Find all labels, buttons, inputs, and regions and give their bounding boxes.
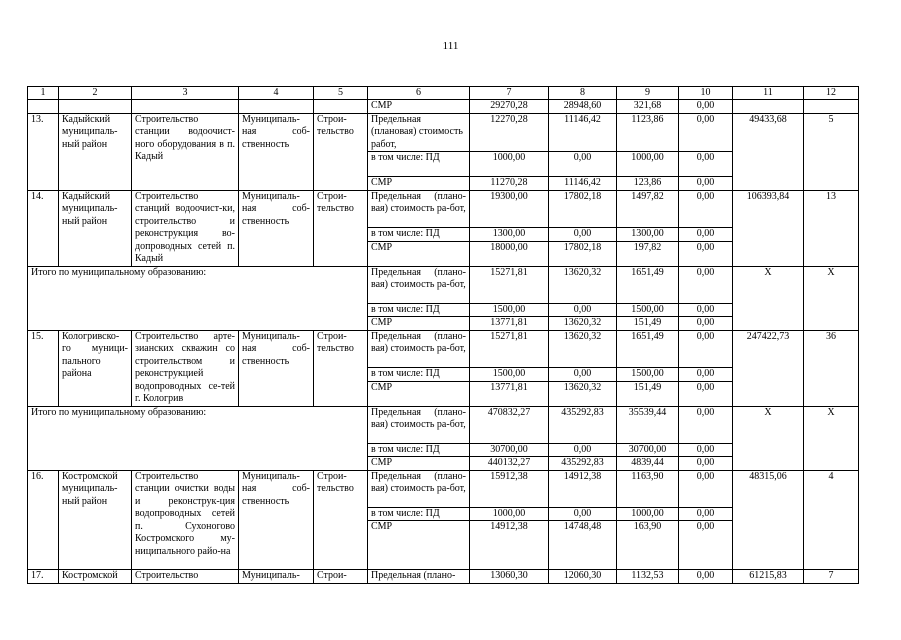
- value-cell: 435292,83: [549, 406, 617, 443]
- work-type: Строи-тельство: [314, 190, 368, 266]
- ownership-type: Муниципаль-ная соб-ственность: [239, 190, 314, 266]
- cost-label: Предельная (плано-вая) стоимость ра-бот,: [368, 266, 470, 303]
- value-cell: 29270,28: [470, 100, 549, 114]
- column-header: 8: [549, 87, 617, 100]
- value-cell: 1000,00: [470, 507, 549, 521]
- value-cell: 28948,60: [549, 100, 617, 114]
- entry-number: 14.: [28, 190, 59, 266]
- ownership-type: Муниципаль-ная соб-ственность: [239, 113, 314, 190]
- value-cell: 0,00: [679, 406, 733, 443]
- cost-label: в том числе: ПД: [368, 303, 470, 317]
- value-cell: 15271,81: [470, 266, 549, 303]
- project-description: Строительство станции очистки воды и реконструк-ция водопроводных сетей п. Сухоногово Костромского му-ниципального райо-на: [132, 470, 239, 570]
- value-cell: 0,00: [549, 367, 617, 381]
- column-header: 10: [679, 87, 733, 100]
- value-cell: 0,00: [549, 152, 617, 177]
- table-row: [28, 113, 859, 152]
- value-cell: 4839,44: [617, 457, 679, 471]
- column-header: 12: [804, 87, 859, 100]
- value-cell: 0,00: [549, 443, 617, 457]
- entry-number: 16.: [28, 470, 59, 570]
- column-12-value: 4: [804, 470, 859, 570]
- column-header: 7: [470, 87, 549, 100]
- value-cell: 1651,49: [617, 330, 679, 367]
- value-cell: 1500,00: [470, 367, 549, 381]
- value-cell: 15271,81: [470, 330, 549, 367]
- work-type: Строи-: [314, 570, 368, 584]
- value-cell: 0,00: [679, 443, 733, 457]
- work-type: Строи-тельство: [314, 330, 368, 406]
- value-cell: 0,00: [679, 470, 733, 507]
- value-cell: 0,00: [679, 521, 733, 570]
- value-cell: 15912,38: [470, 470, 549, 507]
- cost-label: в том числе: ПД: [368, 367, 470, 381]
- value-cell: 0,00: [679, 113, 733, 152]
- district-name: Кадыйский муниципаль-ный район: [59, 113, 132, 190]
- value-cell: 13620,32: [549, 330, 617, 367]
- value-cell: 123,86: [617, 177, 679, 191]
- total-cost: 49433,68: [733, 113, 804, 190]
- project-description: Строительство арте-зианских скважин со строительством и реконструкцией водопроводных се-тей г. Кологрив: [132, 330, 239, 406]
- value-cell: 1123,86: [617, 113, 679, 152]
- cost-label: Предельная (плано-вая) стоимость ра-бот,: [368, 470, 470, 507]
- value-cell: 1163,90: [617, 470, 679, 507]
- value-cell: 151,49: [617, 317, 679, 331]
- value-cell: 0,00: [679, 303, 733, 317]
- project-description: Строительство станций водоочист-ки, строительство и реконструкция во-допроводных сетей п. Кадый: [132, 190, 239, 266]
- value-cell: 14912,38: [549, 470, 617, 507]
- table-row: [28, 100, 859, 114]
- value-cell: 19300,00: [470, 190, 549, 227]
- value-cell: 11146,42: [549, 113, 617, 152]
- cost-label: СМР: [368, 177, 470, 191]
- column-header: 6: [368, 87, 470, 100]
- district-name: Кадыйский муниципаль-ный район: [59, 190, 132, 266]
- value-cell: 0,00: [679, 266, 733, 303]
- value-cell: 0,00: [679, 152, 733, 177]
- column-header: 4: [239, 87, 314, 100]
- value-cell: 0,00: [679, 570, 733, 584]
- entry-number: 15.: [28, 330, 59, 406]
- value-cell: 13771,81: [470, 317, 549, 331]
- total-cost: X: [733, 406, 804, 470]
- value-cell: 0,00: [679, 330, 733, 367]
- value-cell: 0,00: [679, 317, 733, 331]
- value-cell: 11270,28: [470, 177, 549, 191]
- total-cost: X: [733, 266, 804, 330]
- table-row: [28, 330, 859, 367]
- value-cell: 440132,27: [470, 457, 549, 471]
- entry-number: 13.: [28, 113, 59, 190]
- value-cell: 1497,82: [617, 190, 679, 227]
- ownership-type: Муниципаль-ная соб-ственность: [239, 470, 314, 570]
- district-name: Кологривско-го муници-пального района: [59, 330, 132, 406]
- total-cost: 48315,06: [733, 470, 804, 570]
- value-cell: 0,00: [549, 227, 617, 241]
- column-header: 1: [28, 87, 59, 100]
- cost-label: СМР: [368, 521, 470, 570]
- cost-label: в том числе: ПД: [368, 227, 470, 241]
- value-cell: 1000,00: [617, 507, 679, 521]
- cost-label: в том числе: ПД: [368, 507, 470, 521]
- value-cell: 1500,00: [617, 303, 679, 317]
- cost-label: Предельная (плано-вая) стоимость ра-бот,: [368, 406, 470, 443]
- value-cell: 1500,00: [617, 367, 679, 381]
- value-cell: 0,00: [679, 381, 733, 406]
- subtotal-label: Итого по муниципальному образованию:: [28, 406, 368, 470]
- subtotal-label: Итого по муниципальному образованию:: [28, 266, 368, 330]
- column-header-row: [28, 87, 859, 100]
- value-cell: 13620,32: [549, 381, 617, 406]
- value-cell: 0,00: [679, 507, 733, 521]
- table-row: [28, 470, 859, 507]
- value-cell: 14912,38: [470, 521, 549, 570]
- value-cell: 197,82: [617, 241, 679, 266]
- value-cell: 0,00: [679, 367, 733, 381]
- ownership-type: Муниципаль-: [239, 570, 314, 584]
- value-cell: 0,00: [679, 227, 733, 241]
- cost-label: СМР: [368, 317, 470, 331]
- value-cell: 30700,00: [470, 443, 549, 457]
- district-name: Костромской муниципаль-ный район: [59, 470, 132, 570]
- value-cell: 17802,18: [549, 190, 617, 227]
- value-cell: 0,00: [679, 177, 733, 191]
- value-cell: 30700,00: [617, 443, 679, 457]
- cost-label: СМР: [368, 457, 470, 471]
- value-cell: 35539,44: [617, 406, 679, 443]
- value-cell: 14748,48: [549, 521, 617, 570]
- value-cell: 151,49: [617, 381, 679, 406]
- column-header: 3: [132, 87, 239, 100]
- column-header: 11: [733, 87, 804, 100]
- value-cell: 470832,27: [470, 406, 549, 443]
- cost-label: СМР: [368, 100, 470, 114]
- value-cell: 321,68: [617, 100, 679, 114]
- column-12-value: 7: [804, 570, 859, 584]
- total-cost: 106393,84: [733, 190, 804, 266]
- column-12-value: 5: [804, 113, 859, 190]
- value-cell: 1500,00: [470, 303, 549, 317]
- project-description: Строительство: [132, 570, 239, 584]
- column-header: 5: [314, 87, 368, 100]
- value-cell: 13620,32: [549, 266, 617, 303]
- cost-label: Предельная (плано-вая) стоимость ра-бот,: [368, 190, 470, 227]
- table-row: [28, 190, 859, 227]
- value-cell: 1300,00: [470, 227, 549, 241]
- value-cell: 13771,81: [470, 381, 549, 406]
- column-12-value: 36: [804, 330, 859, 406]
- value-cell: 13620,32: [549, 317, 617, 331]
- budget-table: [27, 86, 859, 584]
- entry-number: 17.: [28, 570, 59, 584]
- column-12-value: X: [804, 406, 859, 470]
- value-cell: 0,00: [549, 303, 617, 317]
- cost-label: СМР: [368, 381, 470, 406]
- cost-label: Предельная (плановая) стоимость работ,: [368, 113, 470, 152]
- table-row: [28, 266, 859, 303]
- value-cell: 18000,00: [470, 241, 549, 266]
- table-row: [28, 570, 859, 584]
- value-cell: 13060,30: [470, 570, 549, 584]
- value-cell: 12060,30: [549, 570, 617, 584]
- column-header: 9: [617, 87, 679, 100]
- ownership-type: Муниципаль-ная соб-ственность: [239, 330, 314, 406]
- cost-label: Предельная (плано-вая) стоимость ра-бот,: [368, 330, 470, 367]
- page-number: 111: [442, 40, 459, 52]
- cost-label: в том числе: ПД: [368, 443, 470, 457]
- value-cell: 1000,00: [617, 152, 679, 177]
- district-name: Костромской: [59, 570, 132, 584]
- value-cell: 17802,18: [549, 241, 617, 266]
- value-cell: 1651,49: [617, 266, 679, 303]
- value-cell: 0,00: [679, 457, 733, 471]
- value-cell: 1000,00: [470, 152, 549, 177]
- column-12-value: 13: [804, 190, 859, 266]
- cost-label: СМР: [368, 241, 470, 266]
- total-cost: 61215,83: [733, 570, 804, 584]
- value-cell: 1132,53: [617, 570, 679, 584]
- work-type: Строи-тельство: [314, 470, 368, 570]
- value-cell: 0,00: [679, 190, 733, 227]
- value-cell: 1300,00: [617, 227, 679, 241]
- work-type: Строи-тельство: [314, 113, 368, 190]
- value-cell: 0,00: [679, 241, 733, 266]
- column-header: 2: [59, 87, 132, 100]
- table-row: [28, 406, 859, 443]
- value-cell: 12270,28: [470, 113, 549, 152]
- cost-label: в том числе: ПД: [368, 152, 470, 177]
- value-cell: 0,00: [679, 100, 733, 114]
- value-cell: 0,00: [549, 507, 617, 521]
- cost-label: Предельная (плано-: [368, 570, 470, 584]
- total-cost: 247422,73: [733, 330, 804, 406]
- project-description: Строительство станции водоочист-ного оборудования в п. Кадый: [132, 113, 239, 190]
- value-cell: 163,90: [617, 521, 679, 570]
- value-cell: 11146,42: [549, 177, 617, 191]
- column-12-value: X: [804, 266, 859, 330]
- value-cell: 435292,83: [549, 457, 617, 471]
